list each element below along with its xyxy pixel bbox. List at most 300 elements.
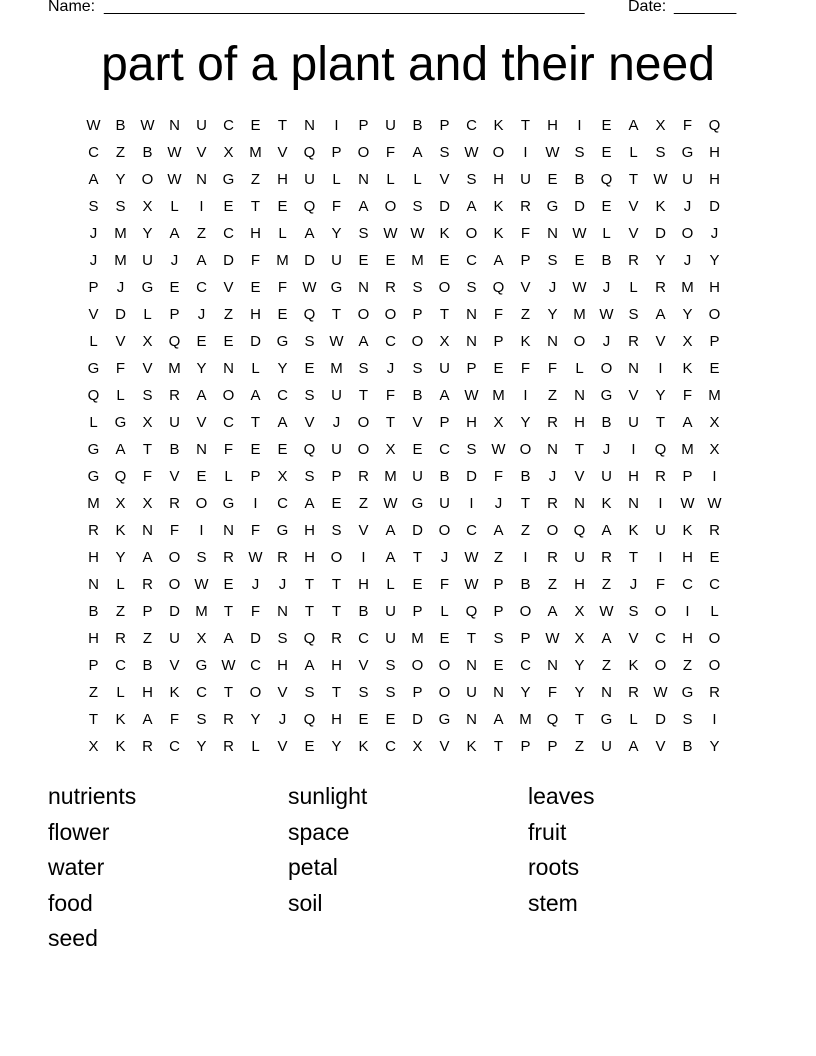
grid-letter[interactable]: J	[683, 252, 692, 269]
grid-letter[interactable]: V	[169, 468, 180, 485]
grid-letter[interactable]: R	[223, 549, 234, 566]
grid-letter[interactable]: E	[331, 495, 342, 512]
grid-letter[interactable]: S	[574, 144, 585, 161]
grid-letter[interactable]: N	[574, 495, 585, 512]
grid-letter[interactable]: T	[331, 306, 342, 323]
grid-letter[interactable]: E	[385, 252, 396, 269]
grid-letter[interactable]: N	[628, 495, 639, 512]
grid-letter[interactable]: R	[628, 333, 639, 350]
grid-letter[interactable]: R	[547, 495, 558, 512]
grid-letter[interactable]: E	[223, 576, 234, 593]
grid-letter[interactable]: T	[628, 549, 639, 566]
grid-letter[interactable]: H	[574, 414, 585, 431]
grid-letter[interactable]: F	[547, 684, 558, 701]
grid-letter[interactable]: I	[577, 117, 582, 134]
grid-letter[interactable]: O	[168, 576, 181, 593]
grid-letter[interactable]: U	[439, 360, 450, 377]
grid-letter[interactable]: Z	[358, 495, 369, 512]
grid-letter[interactable]: V	[655, 738, 666, 755]
grid-letter[interactable]: D	[709, 198, 720, 215]
grid-letter[interactable]: S	[358, 225, 369, 242]
grid-letter[interactable]: F	[169, 711, 180, 728]
grid-letter[interactable]: U	[628, 414, 639, 431]
grid-letter[interactable]: S	[466, 441, 477, 458]
grid-letter[interactable]: X	[574, 603, 585, 620]
grid-letter[interactable]: G	[141, 279, 154, 296]
grid-letter[interactable]: G	[546, 198, 559, 215]
grid-letter[interactable]: F	[250, 522, 261, 539]
grid-letter[interactable]: Y	[655, 387, 666, 404]
grid-letter[interactable]: V	[628, 387, 639, 404]
grid-letter[interactable]: O	[546, 522, 559, 539]
grid-letter[interactable]: A	[682, 414, 693, 431]
grid-letter[interactable]: L	[143, 306, 152, 323]
grid-letter[interactable]: F	[385, 387, 396, 404]
grid-letter[interactable]: X	[196, 630, 207, 647]
grid-letter[interactable]: I	[685, 603, 690, 620]
grid-letter[interactable]: B	[520, 468, 531, 485]
grid-letter[interactable]: P	[709, 333, 720, 350]
grid-letter[interactable]: Q	[303, 144, 316, 161]
grid-letter[interactable]: Y	[709, 252, 720, 269]
grid-letter[interactable]: Y	[709, 738, 720, 755]
grid-letter[interactable]: K	[493, 117, 504, 134]
grid-letter[interactable]: X	[412, 738, 423, 755]
grid-letter[interactable]: C	[655, 630, 666, 647]
grid-letter[interactable]: A	[250, 387, 261, 404]
grid-letter[interactable]: H	[682, 549, 693, 566]
grid-letter[interactable]: L	[386, 576, 395, 593]
grid-letter[interactable]: S	[682, 711, 693, 728]
grid-letter[interactable]: O	[168, 549, 181, 566]
grid-letter[interactable]: W	[572, 279, 587, 296]
grid-letter[interactable]: B	[412, 117, 423, 134]
grid-letter[interactable]: N	[142, 522, 153, 539]
grid-letter[interactable]: E	[601, 144, 612, 161]
grid-letter[interactable]: L	[440, 603, 449, 620]
grid-letter[interactable]: F	[520, 360, 531, 377]
grid-letter[interactable]: B	[412, 387, 423, 404]
grid-letter[interactable]: W	[167, 171, 182, 188]
grid-letter[interactable]: Z	[88, 684, 99, 701]
grid-letter[interactable]: J	[278, 711, 287, 728]
grid-letter[interactable]: S	[304, 333, 315, 350]
grid-letter[interactable]: L	[251, 738, 260, 755]
grid-letter[interactable]: Z	[547, 387, 558, 404]
grid-letter[interactable]: O	[330, 549, 343, 566]
grid-letter[interactable]: G	[411, 495, 424, 512]
grid-letter[interactable]: N	[169, 117, 180, 134]
grid-letter[interactable]: P	[520, 252, 531, 269]
grid-letter[interactable]: G	[222, 495, 235, 512]
grid-letter[interactable]: Q	[303, 441, 316, 458]
grid-letter[interactable]: L	[602, 225, 611, 242]
grid-letter[interactable]: H	[331, 711, 342, 728]
grid-letter[interactable]: G	[276, 522, 289, 539]
grid-letter[interactable]: T	[655, 414, 666, 431]
grid-letter[interactable]: P	[412, 603, 423, 620]
grid-letter[interactable]: E	[601, 117, 612, 134]
grid-letter[interactable]: L	[332, 171, 341, 188]
grid-letter[interactable]: K	[520, 333, 531, 350]
grid-letter[interactable]: T	[412, 549, 423, 566]
grid-letter[interactable]: C	[223, 414, 234, 431]
grid-letter[interactable]: E	[385, 711, 396, 728]
grid-letter[interactable]: G	[87, 360, 100, 377]
grid-letter[interactable]: O	[519, 603, 532, 620]
grid-letter[interactable]: P	[88, 279, 99, 296]
grid-letter[interactable]: E	[277, 441, 288, 458]
grid-letter[interactable]: S	[88, 198, 99, 215]
grid-letter[interactable]: W	[680, 495, 695, 512]
grid-letter[interactable]: H	[304, 522, 315, 539]
grid-letter[interactable]: X	[115, 495, 126, 512]
grid-letter[interactable]: P	[493, 576, 504, 593]
grid-letter[interactable]: N	[547, 657, 558, 674]
grid-letter[interactable]: C	[520, 657, 531, 674]
grid-letter[interactable]: S	[331, 522, 342, 539]
grid-letter[interactable]: R	[385, 279, 396, 296]
grid-letter[interactable]: H	[709, 279, 720, 296]
grid-letter[interactable]: M	[411, 630, 424, 647]
grid-letter[interactable]: E	[304, 738, 315, 755]
grid-letter[interactable]: O	[384, 306, 397, 323]
grid-letter[interactable]: O	[438, 522, 451, 539]
grid-letter[interactable]: M	[114, 252, 127, 269]
grid-letter[interactable]: W	[653, 171, 668, 188]
grid-letter[interactable]: U	[655, 522, 666, 539]
grid-letter[interactable]: X	[223, 144, 234, 161]
grid-letter[interactable]: O	[357, 144, 370, 161]
grid-letter[interactable]: L	[170, 198, 179, 215]
grid-letter[interactable]: E	[358, 711, 369, 728]
grid-letter[interactable]: X	[385, 441, 396, 458]
grid-letter[interactable]: S	[115, 198, 126, 215]
grid-letter[interactable]: S	[196, 711, 207, 728]
grid-letter[interactable]: I	[712, 711, 717, 728]
grid-letter[interactable]: H	[331, 657, 342, 674]
grid-letter[interactable]: H	[628, 468, 639, 485]
grid-letter[interactable]: R	[169, 495, 180, 512]
grid-letter[interactable]: V	[574, 468, 585, 485]
grid-letter[interactable]: A	[385, 549, 396, 566]
grid-letter[interactable]: E	[277, 306, 288, 323]
grid-letter[interactable]: E	[439, 630, 450, 647]
grid-letter[interactable]: N	[196, 171, 207, 188]
grid-letter[interactable]: K	[682, 360, 693, 377]
grid-letter[interactable]: D	[412, 711, 423, 728]
grid-letter[interactable]: Y	[250, 711, 261, 728]
grid-letter[interactable]: W	[248, 549, 263, 566]
grid-letter[interactable]: N	[628, 360, 639, 377]
grid-letter[interactable]: K	[628, 522, 639, 539]
grid-letter[interactable]: W	[653, 684, 668, 701]
grid-letter[interactable]: H	[547, 117, 558, 134]
grid-letter[interactable]: J	[683, 198, 692, 215]
grid-letter[interactable]: C	[709, 576, 720, 593]
grid-letter[interactable]: A	[142, 549, 153, 566]
grid-letter[interactable]: Y	[682, 306, 693, 323]
grid-letter[interactable]: O	[438, 657, 451, 674]
grid-letter[interactable]: B	[439, 468, 450, 485]
grid-letter[interactable]: Q	[654, 441, 667, 458]
grid-letter[interactable]: X	[142, 495, 153, 512]
grid-letter[interactable]: T	[277, 117, 288, 134]
grid-letter[interactable]: P	[520, 738, 531, 755]
grid-letter[interactable]: D	[115, 306, 126, 323]
grid-letter[interactable]: O	[492, 144, 505, 161]
grid-letter[interactable]: K	[655, 198, 666, 215]
grid-letter[interactable]: N	[196, 441, 207, 458]
grid-letter[interactable]: H	[466, 414, 477, 431]
grid-letter[interactable]: S	[655, 144, 666, 161]
grid-letter[interactable]: Q	[303, 306, 316, 323]
grid-letter[interactable]: A	[493, 522, 504, 539]
grid-letter[interactable]: Z	[196, 225, 207, 242]
grid-letter[interactable]: M	[708, 387, 721, 404]
grid-letter[interactable]: T	[520, 117, 531, 134]
grid-letter[interactable]: E	[250, 117, 261, 134]
grid-letter[interactable]: F	[223, 441, 234, 458]
grid-letter[interactable]: R	[628, 252, 639, 269]
grid-letter[interactable]: Z	[682, 657, 693, 674]
grid-letter[interactable]: H	[682, 630, 693, 647]
grid-letter[interactable]: O	[357, 306, 370, 323]
grid-letter[interactable]: Z	[115, 144, 126, 161]
grid-letter[interactable]: Z	[115, 603, 126, 620]
grid-letter[interactable]: N	[88, 576, 99, 593]
grid-letter[interactable]: O	[357, 441, 370, 458]
grid-letter[interactable]: L	[710, 603, 719, 620]
grid-letter[interactable]: E	[439, 252, 450, 269]
grid-letter[interactable]: C	[385, 333, 396, 350]
grid-letter[interactable]: C	[277, 495, 288, 512]
grid-letter[interactable]: B	[574, 171, 585, 188]
grid-letter[interactable]: N	[358, 279, 369, 296]
grid-letter[interactable]: M	[681, 279, 694, 296]
grid-letter[interactable]: S	[439, 144, 450, 161]
grid-letter[interactable]: L	[116, 387, 125, 404]
grid-letter[interactable]: K	[115, 738, 126, 755]
grid-letter[interactable]: X	[88, 738, 99, 755]
grid-letter[interactable]: O	[195, 495, 208, 512]
grid-letter[interactable]: W	[140, 117, 155, 134]
grid-letter[interactable]: O	[384, 198, 397, 215]
grid-letter[interactable]: X	[277, 468, 288, 485]
grid-letter[interactable]: K	[628, 657, 639, 674]
grid-letter[interactable]: L	[116, 576, 125, 593]
grid-letter[interactable]: A	[358, 333, 369, 350]
grid-letter[interactable]: D	[655, 225, 666, 242]
grid-letter[interactable]: O	[600, 360, 613, 377]
grid-letter[interactable]: I	[523, 144, 528, 161]
grid-letter[interactable]: W	[545, 144, 560, 161]
grid-letter[interactable]: T	[439, 306, 450, 323]
grid-letter[interactable]: Q	[303, 711, 316, 728]
grid-letter[interactable]: D	[439, 198, 450, 215]
grid-letter[interactable]: U	[574, 549, 585, 566]
grid-letter[interactable]: S	[304, 387, 315, 404]
grid-letter[interactable]: E	[493, 657, 504, 674]
grid-letter[interactable]: H	[574, 576, 585, 593]
grid-letter[interactable]: T	[385, 414, 396, 431]
grid-letter[interactable]: J	[710, 225, 719, 242]
grid-letter[interactable]: S	[358, 360, 369, 377]
grid-letter[interactable]: L	[386, 171, 395, 188]
grid-letter[interactable]: U	[331, 387, 342, 404]
grid-letter[interactable]: J	[494, 495, 503, 512]
grid-letter[interactable]: C	[88, 144, 99, 161]
grid-letter[interactable]: S	[628, 306, 639, 323]
grid-letter[interactable]: M	[87, 495, 100, 512]
grid-letter[interactable]: M	[168, 360, 181, 377]
grid-letter[interactable]: R	[115, 630, 126, 647]
grid-letter[interactable]: C	[169, 738, 180, 755]
grid-letter[interactable]: N	[547, 441, 558, 458]
grid-letter[interactable]: V	[520, 279, 531, 296]
grid-letter[interactable]: V	[304, 414, 315, 431]
grid-letter[interactable]: V	[628, 198, 639, 215]
grid-letter[interactable]: S	[304, 684, 315, 701]
grid-letter[interactable]: B	[88, 603, 99, 620]
grid-letter[interactable]: T	[223, 684, 234, 701]
grid-letter[interactable]: W	[383, 225, 398, 242]
grid-letter[interactable]: X	[142, 414, 153, 431]
grid-letter[interactable]: C	[277, 387, 288, 404]
grid-letter[interactable]: Y	[520, 684, 531, 701]
grid-letter[interactable]: E	[250, 441, 261, 458]
grid-letter[interactable]: Q	[465, 603, 478, 620]
grid-letter[interactable]: L	[629, 279, 638, 296]
grid-letter[interactable]: W	[410, 225, 425, 242]
grid-letter[interactable]: C	[385, 738, 396, 755]
grid-letter[interactable]: V	[196, 414, 207, 431]
grid-letter[interactable]: S	[277, 630, 288, 647]
grid-letter[interactable]: F	[142, 468, 153, 485]
grid-letter[interactable]: J	[440, 549, 449, 566]
grid-letter[interactable]: D	[655, 711, 666, 728]
grid-letter[interactable]: G	[600, 711, 613, 728]
grid-letter[interactable]: A	[304, 225, 315, 242]
grid-letter[interactable]: N	[304, 117, 315, 134]
grid-letter[interactable]: N	[466, 711, 477, 728]
grid-letter[interactable]: U	[520, 171, 531, 188]
grid-letter[interactable]: Y	[655, 252, 666, 269]
grid-letter[interactable]: S	[466, 279, 477, 296]
grid-letter[interactable]: W	[545, 630, 560, 647]
grid-letter[interactable]: C	[439, 441, 450, 458]
grid-letter[interactable]: I	[712, 468, 717, 485]
grid-letter[interactable]: W	[167, 144, 182, 161]
grid-letter[interactable]: E	[412, 576, 423, 593]
grid-letter[interactable]: U	[439, 495, 450, 512]
grid-letter[interactable]: P	[331, 144, 342, 161]
grid-letter[interactable]: G	[330, 279, 343, 296]
grid-letter[interactable]: N	[547, 333, 558, 350]
grid-letter[interactable]: C	[466, 117, 477, 134]
grid-letter[interactable]: P	[250, 468, 261, 485]
grid-letter[interactable]: L	[251, 360, 260, 377]
grid-letter[interactable]: Y	[331, 225, 342, 242]
grid-letter[interactable]: R	[142, 738, 153, 755]
grid-letter[interactable]: A	[88, 171, 99, 188]
grid-letter[interactable]: R	[655, 279, 666, 296]
grid-letter[interactable]: N	[466, 333, 477, 350]
grid-letter[interactable]: F	[250, 603, 261, 620]
grid-letter[interactable]: W	[599, 306, 614, 323]
grid-letter[interactable]: K	[601, 495, 612, 512]
grid-letter[interactable]: I	[253, 495, 258, 512]
grid-letter[interactable]: R	[547, 414, 558, 431]
grid-letter[interactable]: G	[600, 387, 613, 404]
grid-letter[interactable]: S	[304, 468, 315, 485]
grid-letter[interactable]: Z	[601, 657, 612, 674]
grid-letter[interactable]: F	[682, 117, 693, 134]
grid-letter[interactable]: C	[196, 684, 207, 701]
grid-letter[interactable]: A	[439, 387, 450, 404]
grid-letter[interactable]: H	[277, 171, 288, 188]
grid-letter[interactable]: D	[412, 522, 423, 539]
grid-letter[interactable]: X	[142, 198, 153, 215]
grid-letter[interactable]: M	[573, 306, 586, 323]
grid-letter[interactable]: N	[547, 225, 558, 242]
grid-letter[interactable]: Y	[331, 738, 342, 755]
grid-letter[interactable]: A	[493, 252, 504, 269]
grid-letter[interactable]: Y	[115, 549, 126, 566]
grid-letter[interactable]: S	[385, 657, 396, 674]
grid-letter[interactable]: W	[464, 144, 479, 161]
grid-letter[interactable]: Y	[142, 225, 153, 242]
grid-letter[interactable]: Z	[142, 630, 153, 647]
date-field[interactable]: _______	[674, 0, 737, 15]
grid-letter[interactable]: L	[629, 711, 638, 728]
grid-letter[interactable]: J	[548, 279, 557, 296]
grid-letter[interactable]: T	[466, 630, 477, 647]
grid-letter[interactable]: A	[196, 387, 207, 404]
grid-letter[interactable]: A	[304, 495, 315, 512]
grid-letter[interactable]: C	[196, 279, 207, 296]
grid-letter[interactable]: Y	[520, 414, 531, 431]
grid-letter[interactable]: G	[195, 657, 208, 674]
grid-letter[interactable]: U	[385, 630, 396, 647]
grid-letter[interactable]: Q	[600, 171, 613, 188]
grid-letter[interactable]: E	[709, 360, 720, 377]
grid-letter[interactable]: T	[493, 738, 504, 755]
grid-letter[interactable]: F	[277, 279, 288, 296]
grid-letter[interactable]: B	[682, 738, 693, 755]
grid-letter[interactable]: C	[466, 252, 477, 269]
grid-letter[interactable]: R	[709, 522, 720, 539]
grid-letter[interactable]: V	[115, 333, 126, 350]
grid-letter[interactable]: R	[223, 711, 234, 728]
grid-letter[interactable]: G	[114, 414, 127, 431]
grid-letter[interactable]: V	[223, 279, 234, 296]
grid-letter[interactable]: S	[412, 360, 423, 377]
grid-letter[interactable]: Z	[520, 306, 531, 323]
grid-letter[interactable]: K	[466, 738, 477, 755]
grid-letter[interactable]: J	[386, 360, 395, 377]
grid-letter[interactable]: A	[655, 306, 666, 323]
grid-letter[interactable]: J	[251, 576, 260, 593]
grid-letter[interactable]: A	[196, 252, 207, 269]
grid-letter[interactable]: Q	[546, 711, 559, 728]
grid-letter[interactable]: B	[601, 414, 612, 431]
grid-letter[interactable]: W	[491, 441, 506, 458]
grid-letter[interactable]: V	[196, 144, 207, 161]
grid-letter[interactable]: S	[196, 549, 207, 566]
grid-letter[interactable]: E	[223, 333, 234, 350]
grid-letter[interactable]: F	[520, 225, 531, 242]
